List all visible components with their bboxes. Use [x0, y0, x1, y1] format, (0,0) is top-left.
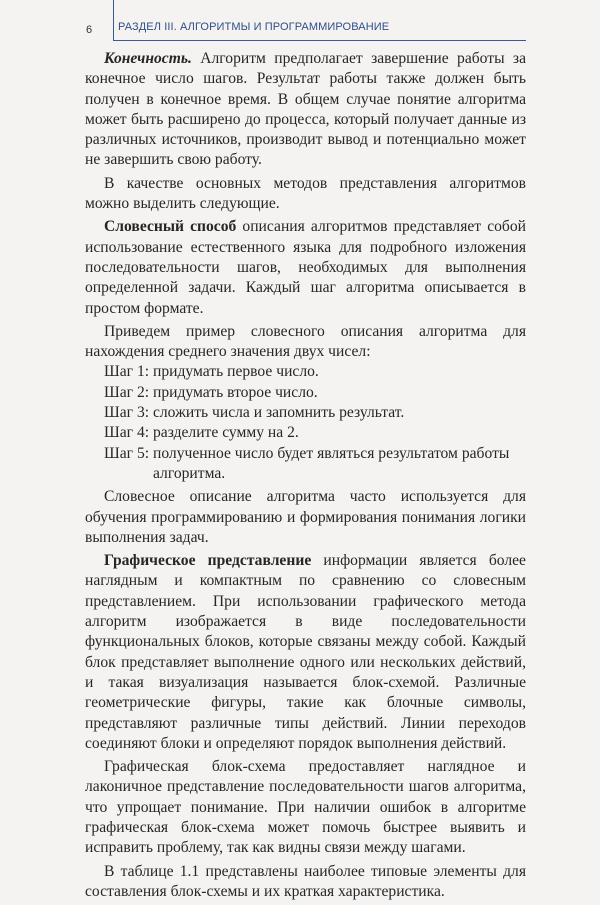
paragraph-verbal-method [85, 217, 526, 318]
header-vertical-rule [113, 0, 114, 40]
paragraph-methods: В качестве основных методов представления алгоритмов можно выделить следующие. [85, 174, 526, 213]
paragraph-text: описания алгоритмов представляет собой использование естественного языка для подробного изложения последовательности шагов, необходимых для выполнения определенной задачи. Каждый шаг алгоритма описывается в простом формате. [85, 218, 526, 317]
step-label: Шаг 4: [104, 424, 153, 442]
step-label: Шаг 5: [104, 444, 153, 462]
body-text [85, 49, 526, 905]
paragraph-flowchart: Графическая блок-схема предоставляет наглядное и лаконичное представление последовательности шагов алгоритма, что упрощает понимание. При наличии ошибок в алгоритме графическая блок-схема может помочь быстрее выявить и исправить проблему, так как видны связи между шагами. [85, 758, 526, 857]
paragraph-text: информации является более наглядным и компактным по сравнению со словесным представлением. При использовании графического метода алгоритм изображается в виде последовательности функциональных блоков, которые связаны между собой. Каждый блок представляет выполнение одного или нескольких действий, и такая визуализация называется блок-схемой. Различные геометрические фигуры, такие как блочные символы, представляют различные типы действий. Линии переходов соединяют блоки и определяют порядок выполнения действий. [85, 552, 526, 752]
paragraph-table-ref: В таблице 1.1 представлены наиболее типовые элементы для составления блок-схемы и их краткая характеристика. [85, 862, 526, 900]
step-label: Шаг 2: [104, 383, 153, 401]
step-list [85, 362, 526, 484]
step-text: придумать второе число. [152, 383, 318, 401]
paragraph-finiteness [85, 49, 526, 171]
paragraph-graphical [85, 551, 526, 754]
step-item [85, 423, 526, 443]
step-label: Шаг 3: [104, 404, 153, 422]
step-item [85, 403, 526, 423]
header-rule [113, 40, 526, 41]
running-title: РАЗДЕЛ III. АЛГОРИТМЫ И ПРОГРАММИРОВАНИЕ [118, 21, 390, 33]
step-text: придумать первое число. [152, 363, 319, 381]
paragraph-example-intro: Приведем пример словесного описания алгоритма для нахождения среднего значения двух чисел: [85, 322, 526, 361]
step-text: разделите сумму на 2. [152, 424, 299, 442]
page-number: 6 [86, 24, 93, 36]
step-item [85, 362, 526, 382]
step-item [85, 444, 526, 485]
paragraph-text: Алгоритм предполагает завершение работы за конечное число шагов. Результат работы также должен быть получен в конечное время. В общем случае понятие алгоритма может быть расширено до процесса, который получает данные из различных источников, производит вывод и потенциально может не завершить свою работу. [85, 50, 526, 169]
term-graphical: Графическое представление [104, 552, 312, 570]
term-verbal-method: Словесный способ [104, 218, 237, 236]
term-finiteness: Конечность. [104, 50, 192, 67]
step-label: Шаг 1: [104, 363, 153, 381]
step-text: сложить числа и запомнить результат. [152, 404, 405, 422]
step-text: полученное число будет являться результатом работы алгоритма. [152, 444, 510, 482]
step-item [85, 383, 526, 403]
paragraph-verbal-usage: Словесное описание алгоритма часто используется для обучения программированию и формирования понимания логики выполнения задач. [85, 488, 526, 546]
